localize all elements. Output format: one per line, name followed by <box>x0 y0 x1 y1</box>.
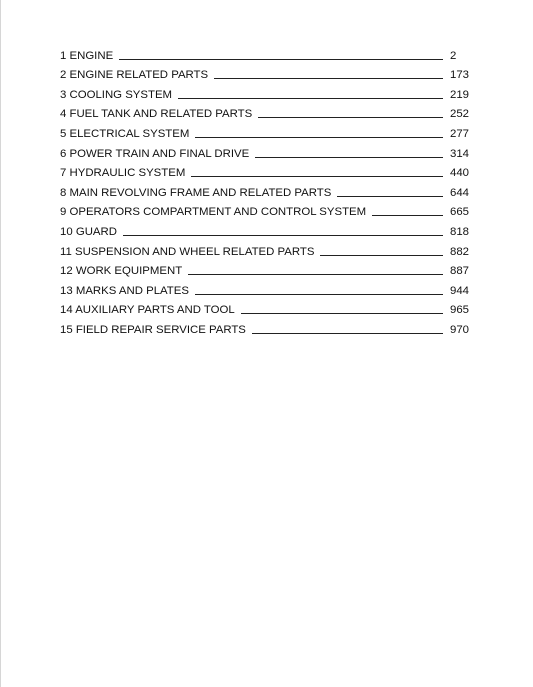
toc-entry-page: 219 <box>450 88 470 101</box>
toc-entry-page: 882 <box>450 245 470 258</box>
toc-entry-title: 6 POWER TRAIN AND FINAL DRIVE <box>60 147 250 160</box>
toc-leader-line <box>320 255 443 256</box>
toc-entry-title: 8 MAIN REVOLVING FRAME AND RELATED PARTS <box>60 186 332 199</box>
toc-entry-page: 277 <box>450 127 470 140</box>
toc-entry-title: 14 AUXILIARY PARTS AND TOOL <box>60 304 235 317</box>
toc-entry-auxiliary-parts[interactable] <box>60 298 472 318</box>
toc-entry-title: 4 FUEL TANK AND RELATED PARTS <box>60 108 253 121</box>
toc-entry-title: 1 ENGINE <box>60 49 114 62</box>
toc-entry-page: 314 <box>450 147 470 160</box>
toc-entry-page: 440 <box>450 167 470 180</box>
toc-entry-power-train[interactable] <box>60 141 472 161</box>
toc-entry-title: 10 GUARD <box>60 225 117 238</box>
toc-entry-title: 9 OPERATORS COMPARTMENT AND CONTROL SYSTEM <box>60 206 367 219</box>
toc-entry-title: 7 HYDRAULIC SYSTEM <box>60 167 186 180</box>
toc-entry-electrical-system[interactable] <box>60 121 472 141</box>
toc-entry-page: 644 <box>450 186 470 199</box>
toc-entry-page: 887 <box>450 265 470 278</box>
toc-leader-line <box>195 137 443 138</box>
toc-entry-page: 252 <box>450 108 470 121</box>
toc-entry-page: 665 <box>450 206 470 219</box>
toc-entry-title: 2 ENGINE RELATED PARTS <box>60 69 209 82</box>
toc-leader-line <box>214 78 443 79</box>
toc-entry-page: 965 <box>450 304 470 317</box>
toc-entry-suspension-wheel[interactable] <box>60 239 472 259</box>
toc-leader-line <box>241 313 443 314</box>
toc-leader-line <box>195 294 443 295</box>
toc-leader-line <box>123 235 443 236</box>
toc-entry-engine-related-parts[interactable] <box>60 63 472 83</box>
toc-entry-title: 12 WORK EQUIPMENT <box>60 265 183 278</box>
toc-entry-work-equipment[interactable] <box>60 259 472 279</box>
toc-entry-page: 944 <box>450 284 470 297</box>
toc-leader-line <box>178 98 443 99</box>
toc-leader-line <box>191 176 443 177</box>
toc-entry-title: 13 MARKS AND PLATES <box>60 284 189 297</box>
toc-entry-engine[interactable] <box>60 43 472 63</box>
toc-entry-page: 2 <box>450 49 457 62</box>
table-of-contents <box>60 43 472 337</box>
toc-entry-title: 15 FIELD REPAIR SERVICE PARTS <box>60 323 246 336</box>
toc-entry-operators-compartment[interactable] <box>60 200 472 220</box>
toc-leader-line <box>258 117 443 118</box>
toc-entry-title: 5 ELECTRICAL SYSTEM <box>60 127 190 140</box>
toc-leader-line <box>255 157 443 158</box>
toc-entry-page: 818 <box>450 225 470 238</box>
toc-entry-guard[interactable] <box>60 219 472 239</box>
toc-entry-fuel-tank[interactable] <box>60 102 472 122</box>
toc-leader-line <box>372 215 443 216</box>
toc-leader-line <box>119 59 443 60</box>
toc-entry-cooling-system[interactable] <box>60 82 472 102</box>
toc-leader-line <box>188 274 443 275</box>
toc-entry-main-revolving-frame[interactable] <box>60 180 472 200</box>
toc-entry-title: 3 COOLING SYSTEM <box>60 88 173 101</box>
toc-leader-line <box>337 196 443 197</box>
toc-entry-page: 970 <box>450 323 470 336</box>
toc-entry-page: 173 <box>450 69 470 82</box>
toc-entry-title: 11 SUSPENSION AND WHEEL RELATED PARTS <box>60 245 315 258</box>
toc-entry-hydraulic-system[interactable] <box>60 161 472 181</box>
toc-entry-field-repair[interactable] <box>60 317 472 337</box>
toc-leader-line <box>252 333 443 334</box>
toc-entry-marks-plates[interactable] <box>60 278 472 298</box>
